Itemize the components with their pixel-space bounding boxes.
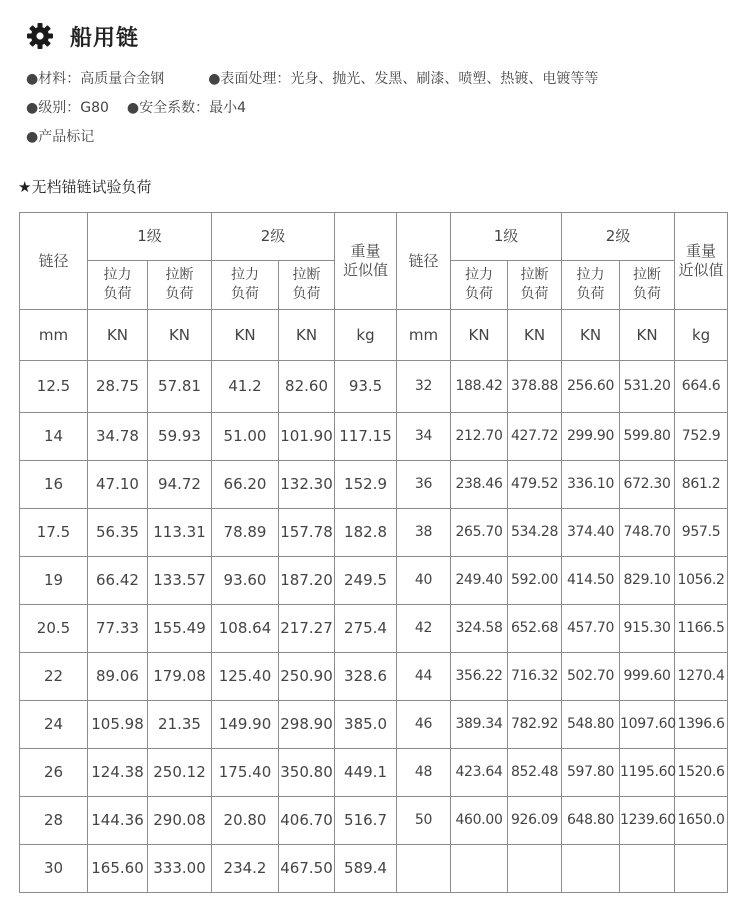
table-cell: 132.30 — [279, 461, 335, 509]
header-proof-line1: 拉力 — [231, 267, 260, 283]
table-cell: 133.57 — [148, 557, 212, 605]
table-cell: 597.80 — [562, 749, 620, 797]
table-cell: 275.4 — [335, 605, 397, 653]
table-cell: 22 — [20, 653, 88, 701]
table-cell: 748.70 — [620, 509, 675, 557]
table-cell: 1650.0 — [675, 797, 728, 845]
table-cell: 999.60 — [620, 653, 675, 701]
header-proof-load — [212, 261, 279, 310]
header-diameter: 链径 — [20, 213, 88, 310]
unit-cell: KN — [508, 310, 562, 361]
header-proof-line2: 负荷 — [103, 286, 132, 302]
table-cell: 38 — [397, 509, 451, 557]
table-cell: 36 — [397, 461, 451, 509]
table-cell: 12.5 — [20, 361, 88, 413]
table-cell: 336.10 — [562, 461, 620, 509]
table-cell: 652.68 — [508, 605, 562, 653]
table-row — [20, 797, 728, 845]
table-cell: 144.36 — [88, 797, 148, 845]
header-proof-line1: 拉力 — [465, 267, 494, 283]
table-cell: 155.49 — [148, 605, 212, 653]
table-cell: 188.42 — [451, 361, 508, 413]
table-cell: 389.34 — [451, 701, 508, 749]
table-row — [20, 413, 728, 461]
spec-grade: ●级别：G80 — [26, 100, 109, 116]
table-cell: 117.15 — [335, 413, 397, 461]
table-cell: 423.64 — [451, 749, 508, 797]
header-break-load — [279, 261, 335, 310]
table-cell: 250.12 — [148, 749, 212, 797]
units-row — [20, 310, 728, 361]
table-cell: 182.8 — [335, 509, 397, 557]
table-row — [20, 653, 728, 701]
table-cell: 406.70 — [279, 797, 335, 845]
table-cell: 93.60 — [212, 557, 279, 605]
table-cell: 16 — [20, 461, 88, 509]
table-cell: 378.88 — [508, 361, 562, 413]
spec-line-marking — [26, 126, 94, 146]
table-cell: 50 — [397, 797, 451, 845]
table-cell: 299.90 — [562, 413, 620, 461]
table-cell: 1195.60 — [620, 749, 675, 797]
header-break-load — [620, 261, 675, 310]
table-cell: 19 — [20, 557, 88, 605]
table-cell: 374.40 — [562, 509, 620, 557]
table-title: ★无档锚链试验负荷 — [18, 178, 152, 196]
spec-safety: ●安全系数：最小4 — [126, 100, 247, 116]
table-cell — [675, 845, 728, 893]
table-row — [20, 605, 728, 653]
header-weight-line1: 重量 — [350, 242, 381, 260]
spec-marking: ●产品标记 — [26, 129, 95, 145]
header-grade2: 2级 — [562, 213, 675, 261]
header-proof-line2: 负荷 — [231, 286, 260, 302]
spec-material: ●材料：高质量合金钢 — [26, 71, 165, 87]
table-cell: 78.89 — [212, 509, 279, 557]
table-cell: 179.08 — [148, 653, 212, 701]
table-cell: 861.2 — [675, 461, 728, 509]
table-cell: 217.27 — [279, 605, 335, 653]
header-break-line2: 负荷 — [292, 286, 321, 302]
table-cell: 328.6 — [335, 653, 397, 701]
unit-cell: kg — [335, 310, 397, 361]
header-weight — [675, 213, 728, 310]
table-cell: 113.31 — [148, 509, 212, 557]
table-cell: 324.58 — [451, 605, 508, 653]
table-cell: 212.70 — [451, 413, 508, 461]
table-cell: 66.42 — [88, 557, 148, 605]
table-cell: 32 — [397, 361, 451, 413]
table-cell — [397, 845, 451, 893]
unit-cell: KN — [562, 310, 620, 361]
header-diameter: 链径 — [397, 213, 451, 310]
table-cell: 716.32 — [508, 653, 562, 701]
table-cell: 28 — [20, 797, 88, 845]
table-cell: 101.90 — [279, 413, 335, 461]
table-cell: 105.98 — [88, 701, 148, 749]
header-break-line2: 负荷 — [165, 286, 194, 302]
table-cell: 333.00 — [148, 845, 212, 893]
header-grade1: 1级 — [88, 213, 212, 261]
unit-cell: KN — [212, 310, 279, 361]
table-cell: 152.9 — [335, 461, 397, 509]
header-break-line2: 负荷 — [520, 286, 549, 302]
table-cell: 157.78 — [279, 509, 335, 557]
table-cell: 82.60 — [279, 361, 335, 413]
table-cell — [562, 845, 620, 893]
table-cell: 589.4 — [335, 845, 397, 893]
header-proof-line1: 拉力 — [103, 267, 132, 283]
table-cell: 782.92 — [508, 701, 562, 749]
header-break-line1: 拉断 — [520, 267, 549, 283]
header-break-line2: 负荷 — [633, 286, 662, 302]
header-grade2: 2级 — [212, 213, 335, 261]
table-row — [20, 361, 728, 413]
header-proof-line2: 负荷 — [465, 286, 494, 302]
table-cell: 427.72 — [508, 413, 562, 461]
table-cell: 385.0 — [335, 701, 397, 749]
table-cell: 1396.6 — [675, 701, 728, 749]
table-cell: 548.80 — [562, 701, 620, 749]
table-cell: 664.6 — [675, 361, 728, 413]
table-cell: 1239.60 — [620, 797, 675, 845]
unit-cell: KN — [279, 310, 335, 361]
table-row — [20, 701, 728, 749]
table-cell: 249.40 — [451, 557, 508, 605]
table-cell: 77.33 — [88, 605, 148, 653]
table-cell: 479.52 — [508, 461, 562, 509]
unit-cell: kg — [675, 310, 728, 361]
table-row — [20, 461, 728, 509]
table-cell: 356.22 — [451, 653, 508, 701]
table-cell: 108.64 — [212, 605, 279, 653]
table-cell: 238.46 — [451, 461, 508, 509]
unit-cell: mm — [397, 310, 451, 361]
header-grade1: 1级 — [451, 213, 562, 261]
table-cell: 672.30 — [620, 461, 675, 509]
table-cell: 829.10 — [620, 557, 675, 605]
unit-cell: KN — [88, 310, 148, 361]
table-cell: 47.10 — [88, 461, 148, 509]
table-cell: 298.90 — [279, 701, 335, 749]
table-cell: 449.1 — [335, 749, 397, 797]
spec-surface: ●表面处理：光身、抛光、发黑、刷漆、喷塑、热镀、电镀等等 — [208, 71, 599, 87]
table-cell: 34 — [397, 413, 451, 461]
table-cell: 17.5 — [20, 509, 88, 557]
unit-cell: KN — [148, 310, 212, 361]
proof-load-table — [19, 212, 728, 893]
table-cell: 249.5 — [335, 557, 397, 605]
table-cell: 21.35 — [148, 701, 212, 749]
table-cell: 926.09 — [508, 797, 562, 845]
table-cell: 1166.5 — [675, 605, 728, 653]
table-cell: 290.08 — [148, 797, 212, 845]
table-cell: 250.90 — [279, 653, 335, 701]
header-weight-line2: 近似值 — [343, 261, 389, 279]
table-row — [20, 845, 728, 893]
table-cell: 534.28 — [508, 509, 562, 557]
table-cell: 175.40 — [212, 749, 279, 797]
header-break-line1: 拉断 — [292, 267, 321, 283]
table-cell — [451, 845, 508, 893]
table-cell: 234.2 — [212, 845, 279, 893]
table-cell: 165.60 — [88, 845, 148, 893]
table-cell: 34.78 — [88, 413, 148, 461]
table-cell: 752.9 — [675, 413, 728, 461]
table-cell: 124.38 — [88, 749, 148, 797]
table-cell: 28.75 — [88, 361, 148, 413]
table-cell: 1056.2 — [675, 557, 728, 605]
table-cell — [620, 845, 675, 893]
table-cell: 599.80 — [620, 413, 675, 461]
table-cell: 46 — [397, 701, 451, 749]
table-row — [20, 509, 728, 557]
table-cell: 94.72 — [148, 461, 212, 509]
table-cell: 20.80 — [212, 797, 279, 845]
table-cell: 915.30 — [620, 605, 675, 653]
header-proof-load — [88, 261, 148, 310]
table-cell: 1270.4 — [675, 653, 728, 701]
table-cell: 516.7 — [335, 797, 397, 845]
table-cell: 852.48 — [508, 749, 562, 797]
unit-cell: KN — [451, 310, 508, 361]
table-cell: 125.40 — [212, 653, 279, 701]
header-break-load — [148, 261, 212, 310]
spec-line-grade — [26, 97, 246, 117]
table-cell: 44 — [397, 653, 451, 701]
table-cell — [508, 845, 562, 893]
table-cell: 66.20 — [212, 461, 279, 509]
table-cell: 256.60 — [562, 361, 620, 413]
table-cell: 149.90 — [212, 701, 279, 749]
header-row-grades — [20, 213, 728, 261]
header-break-load — [508, 261, 562, 310]
table-cell: 648.80 — [562, 797, 620, 845]
table-cell: 414.50 — [562, 557, 620, 605]
table-cell: 41.2 — [212, 361, 279, 413]
header-proof-load — [451, 261, 508, 310]
table-cell: 350.80 — [279, 749, 335, 797]
table-cell: 592.00 — [508, 557, 562, 605]
header-proof-line2: 负荷 — [576, 286, 605, 302]
page-title: 船用链 — [70, 25, 140, 51]
table-cell: 14 — [20, 413, 88, 461]
header-break-line1: 拉断 — [633, 267, 662, 283]
header-weight — [335, 213, 397, 310]
table-cell: 502.70 — [562, 653, 620, 701]
table-cell: 957.5 — [675, 509, 728, 557]
header-weight-line2: 近似值 — [678, 261, 724, 279]
table-cell: 89.06 — [88, 653, 148, 701]
page-header — [26, 20, 139, 52]
table-cell: 24 — [20, 701, 88, 749]
table-cell: 265.70 — [451, 509, 508, 557]
table-cell: 457.70 — [562, 605, 620, 653]
table-cell: 93.5 — [335, 361, 397, 413]
table-cell: 20.5 — [20, 605, 88, 653]
table-cell: 26 — [20, 749, 88, 797]
unit-cell: KN — [620, 310, 675, 361]
table-cell: 40 — [397, 557, 451, 605]
table-cell: 1520.6 — [675, 749, 728, 797]
table-cell: 1097.60 — [620, 701, 675, 749]
table-cell: 467.50 — [279, 845, 335, 893]
table-cell: 51.00 — [212, 413, 279, 461]
table-cell: 531.20 — [620, 361, 675, 413]
header-break-line1: 拉断 — [165, 267, 194, 283]
header-proof-load — [562, 261, 620, 310]
table-cell: 56.35 — [88, 509, 148, 557]
header-proof-line1: 拉力 — [576, 267, 605, 283]
table-cell: 48 — [397, 749, 451, 797]
table-cell: 460.00 — [451, 797, 508, 845]
table-row — [20, 749, 728, 797]
header-weight-line1: 重量 — [686, 242, 717, 260]
unit-cell: mm — [20, 310, 88, 361]
table-row — [20, 557, 728, 605]
table-cell: 59.93 — [148, 413, 212, 461]
table-cell: 42 — [397, 605, 451, 653]
table-cell: 30 — [20, 845, 88, 893]
gear-icon — [26, 22, 54, 50]
table-cell: 187.20 — [279, 557, 335, 605]
table-cell: 57.81 — [148, 361, 212, 413]
spec-line-material — [26, 68, 598, 88]
